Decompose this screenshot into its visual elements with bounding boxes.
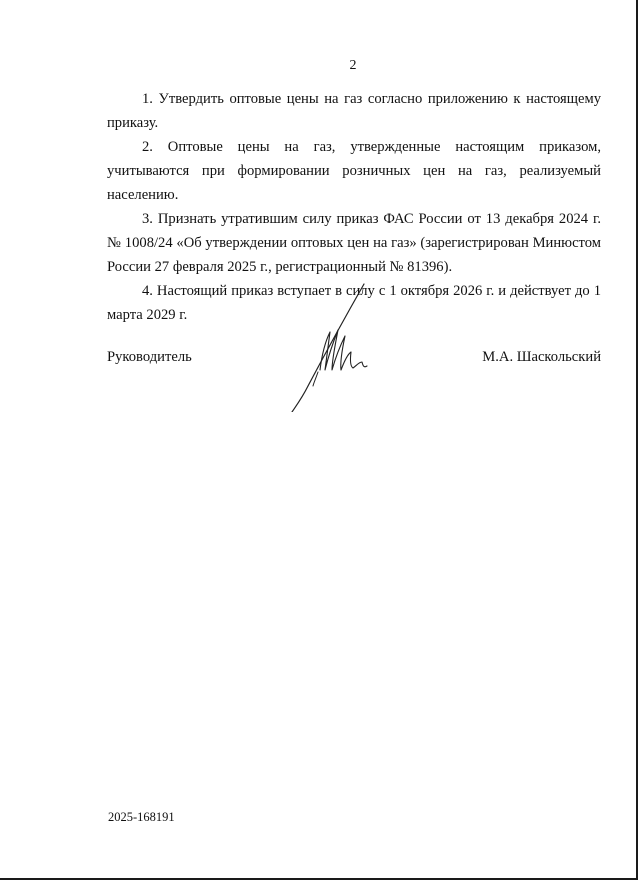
paragraph-item-1: 1. Утвердить оптовые цены на газ согласно приложению к настоящему приказу. xyxy=(107,91,601,131)
paragraph-item-3: 3. Признать утратившим силу приказ ФАС России от 13 декабря 2024 г. № 1008/24 «Об утверждении оптовых цен на газ» (зарегистрирован Минюстом России 27 февраля 2025 г., регистрационный № 81396). xyxy=(107,211,601,275)
paragraph-item-4: 4. Настоящий приказ вступает в силу с 1 октября 2026 г. и действует до 1 марта 2029 г. xyxy=(107,283,601,323)
signatory-name: М.А. Шаскольский xyxy=(482,349,601,365)
signatory-title: Руководитель xyxy=(107,349,192,365)
document-code: 2025-168191 xyxy=(108,810,175,824)
page-number: 2 xyxy=(349,58,357,73)
paragraph-item-2: 2. Оптовые цены на газ, утвержденные настоящим приказом, учитываются при формировании розничных цен на газ, реализуемый населению. xyxy=(107,139,601,203)
signature-block xyxy=(107,345,601,369)
